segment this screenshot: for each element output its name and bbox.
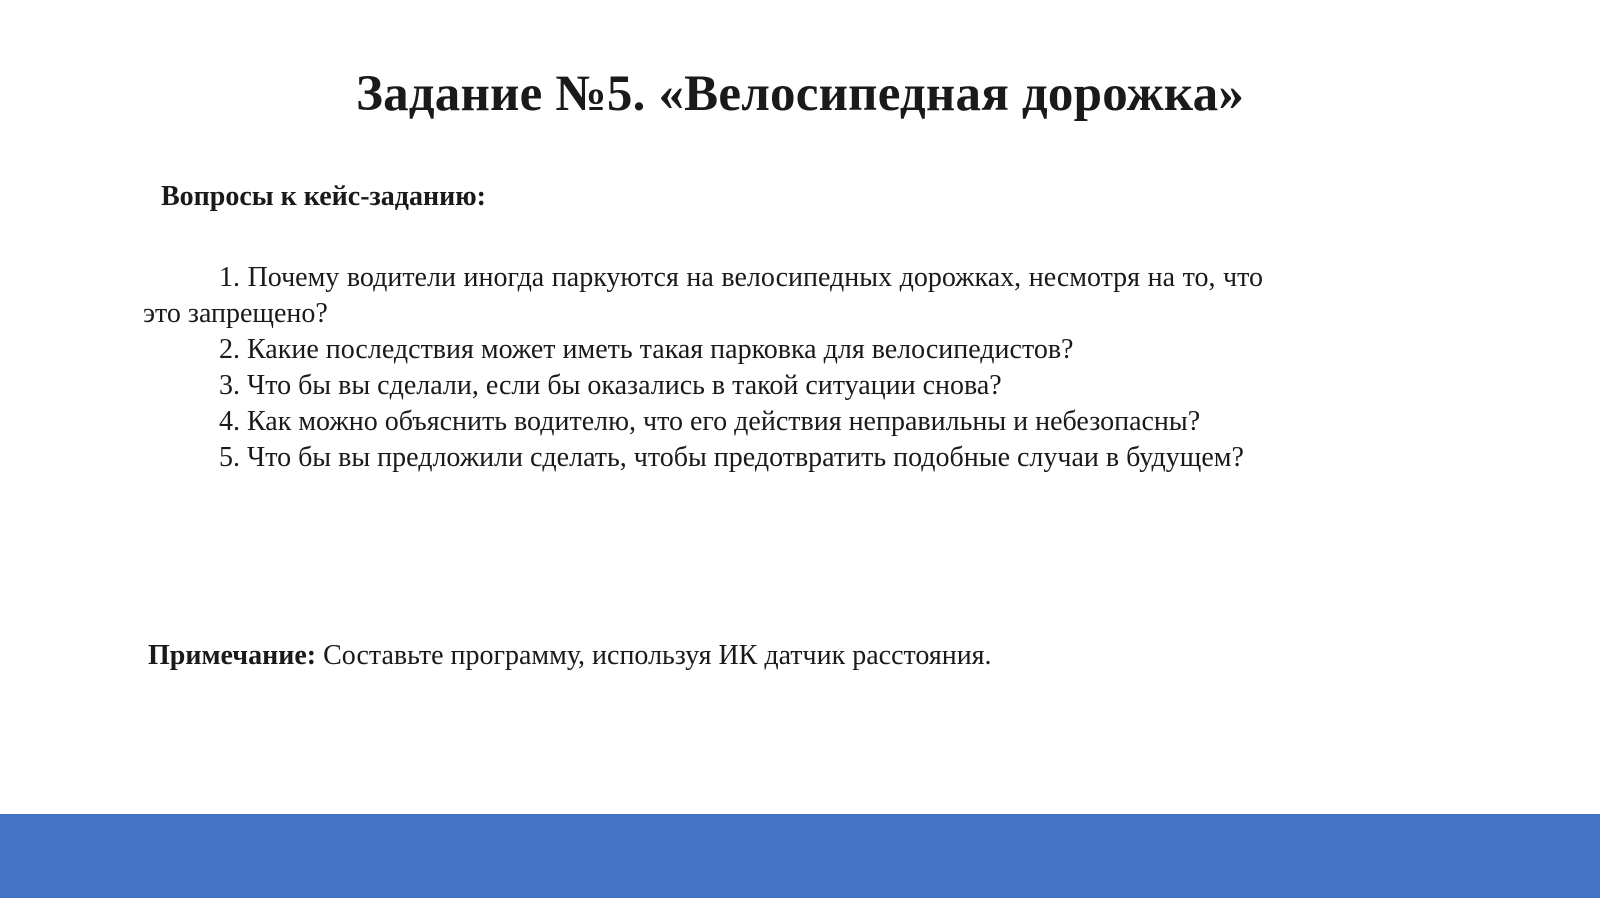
- slide-title: Задание №5. «Велосипедная дорожка»: [355, 66, 1245, 122]
- question-item-5: 5. Что бы вы предложили сделать, чтобы предотвратить подобные случаи в будущем?: [219, 442, 1244, 473]
- note-label: Примечание:: [148, 640, 317, 671]
- question-item-2: 2. Какие последствия может иметь такая парковка для велосипедистов?: [219, 334, 1074, 365]
- question-item-1: 1. Почему водители иногда паркуются на велосипедных дорожках, несмотря на то, что это запрещено?: [143, 262, 1263, 329]
- footer-band: [0, 814, 1600, 898]
- note: [148, 638, 992, 674]
- question-item-4: 4. Как можно объяснить водителю, что его действия неправильны и небезопасны?: [219, 406, 1201, 437]
- section-heading: Вопросы к кейс-заданию:: [161, 181, 486, 212]
- note-text: Составьте программу, используя ИК датчик расстояния.: [316, 640, 992, 671]
- question-item-3: 3. Что бы вы сделали, если бы оказались в такой ситуации снова?: [219, 370, 1002, 401]
- question-list: [143, 260, 1263, 476]
